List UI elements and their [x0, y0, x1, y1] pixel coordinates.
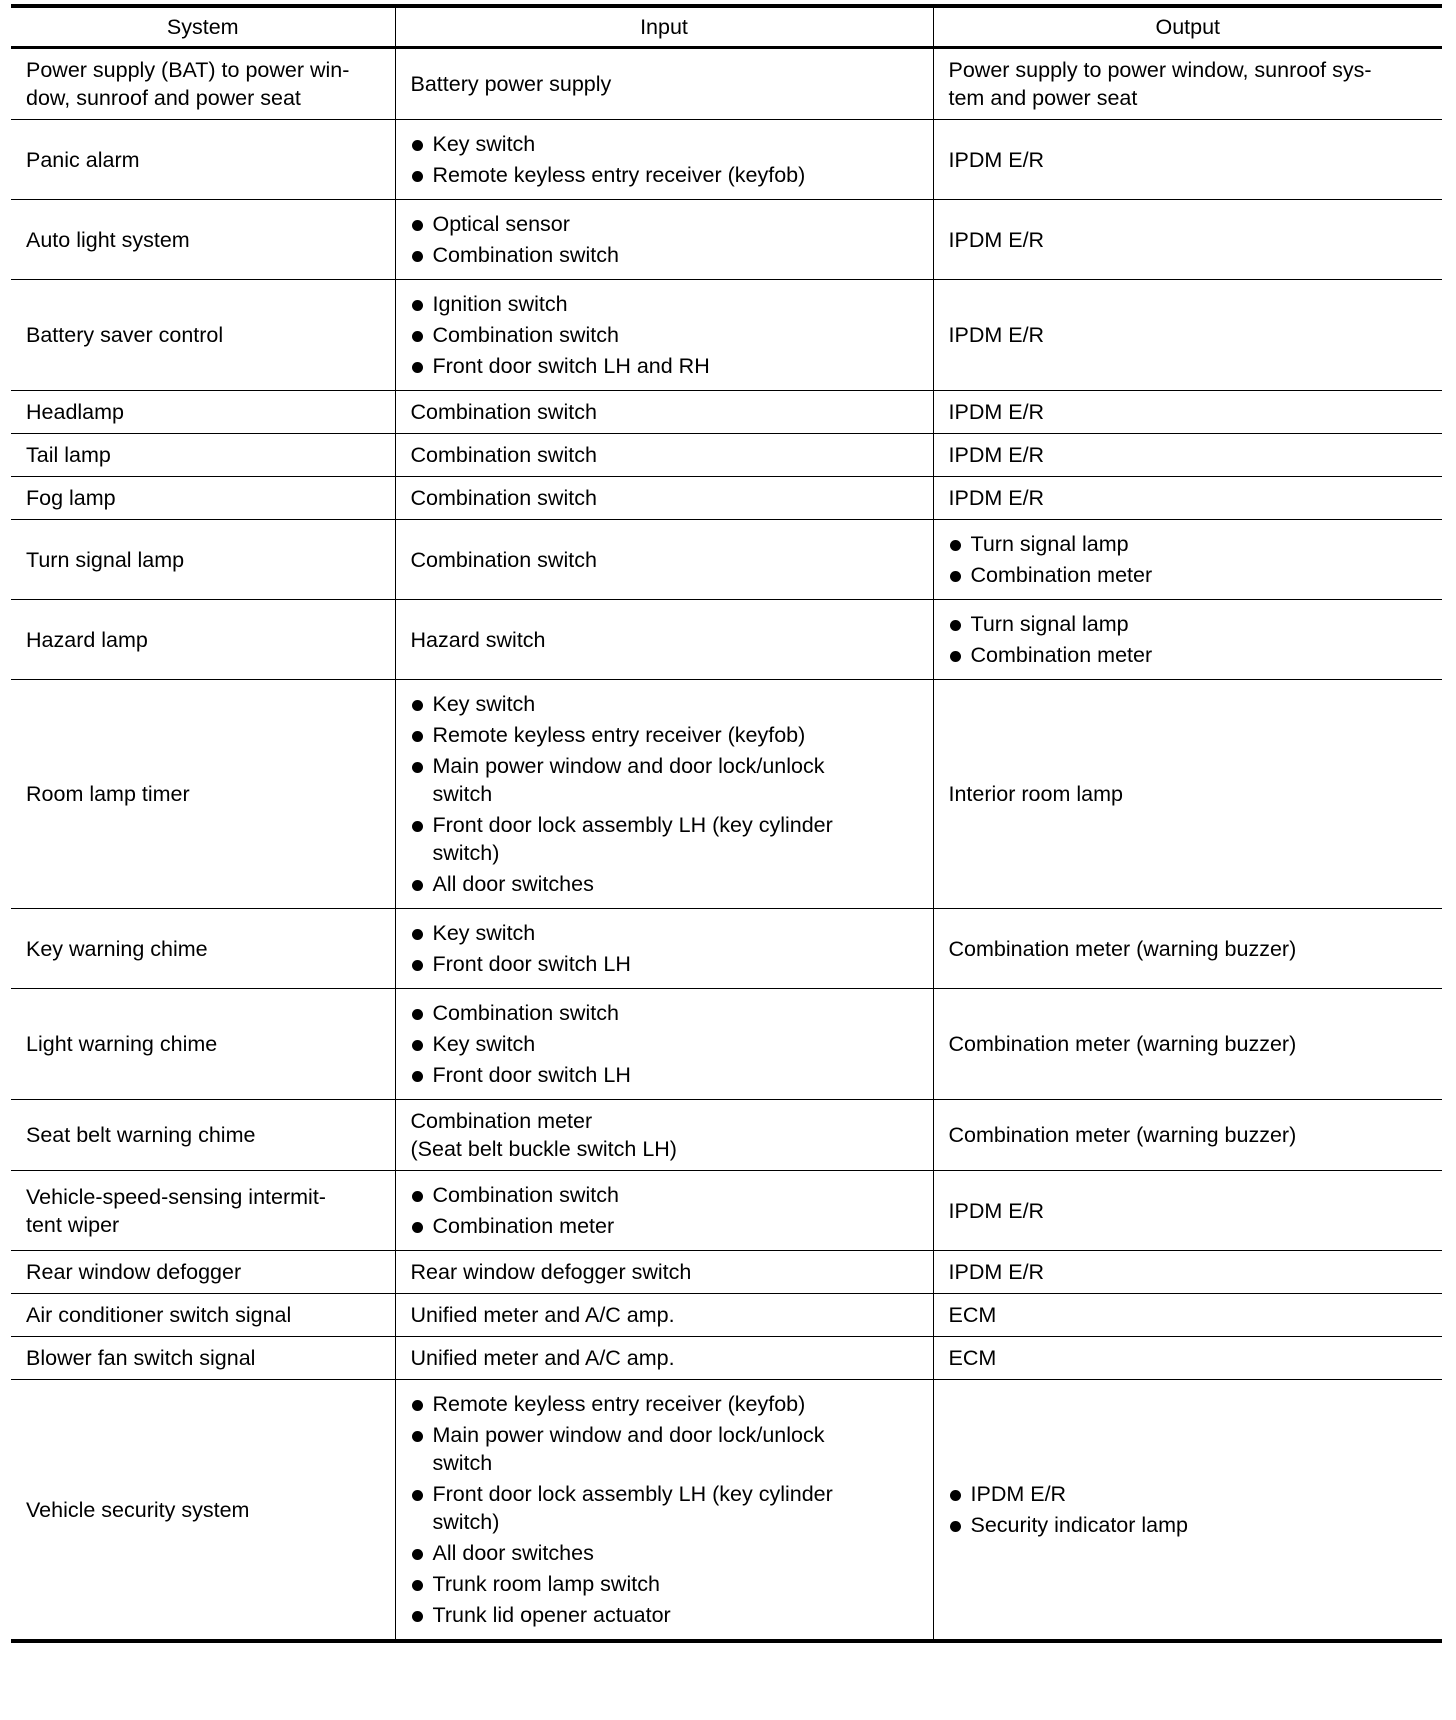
input-cell	[395, 391, 933, 434]
output-cell	[933, 200, 1442, 280]
output-cell	[933, 520, 1442, 600]
cell-text: IPDM E/R	[948, 323, 1045, 347]
cell-text: IPDM E/R	[948, 1260, 1045, 1284]
cell-text: Combination switch	[410, 547, 597, 572]
bullet-list	[411, 690, 919, 898]
bullet-item: Combination meter	[411, 1212, 919, 1240]
system-cell	[11, 120, 395, 200]
system-cell	[11, 1380, 395, 1642]
output-cell	[933, 989, 1442, 1100]
input-cell	[395, 477, 933, 520]
output-cell	[933, 1294, 1442, 1337]
bullet-item: Combination switch	[411, 321, 919, 349]
cell-text: IPDM E/R	[948, 227, 1045, 252]
system-cell	[11, 477, 395, 520]
output-cell	[933, 1171, 1442, 1251]
cell-text: Combination switch	[410, 486, 597, 510]
bullet-item: Combination switch	[411, 999, 919, 1027]
bullet-item: Remote keyless entry receiver (keyfob)	[411, 161, 919, 189]
input-cell	[395, 600, 933, 680]
output-cell	[933, 1251, 1442, 1294]
table-header	[11, 6, 1442, 48]
table-row	[11, 391, 1442, 434]
input-cell	[395, 1100, 933, 1171]
header-system: System	[11, 6, 395, 48]
bullet-item: Combination switch	[411, 241, 919, 269]
input-cell	[395, 680, 933, 909]
input-cell	[395, 909, 933, 989]
system-cell	[11, 1337, 395, 1380]
input-cell	[395, 1337, 933, 1380]
cell-text: ECM	[948, 1303, 997, 1327]
cell-text: Tail lamp	[26, 443, 111, 467]
system-cell	[11, 434, 395, 477]
table-row	[11, 120, 1442, 200]
bullet-list	[949, 610, 1429, 669]
bullet-item: All door switches	[411, 1539, 919, 1567]
bullet-list	[411, 999, 919, 1089]
input-cell	[395, 1380, 933, 1642]
output-cell	[933, 1100, 1442, 1171]
table-row	[11, 989, 1442, 1100]
output-cell	[933, 680, 1442, 909]
cell-text: Hazard lamp	[26, 627, 148, 652]
bullet-item: IPDM E/R	[949, 1480, 1429, 1508]
bullet-item: Combination meter	[949, 561, 1429, 589]
bullet-list	[411, 210, 919, 269]
cell-text: Unified meter and A/C amp.	[410, 1346, 675, 1370]
cell-text: Light warning chime	[26, 1032, 218, 1056]
system-cell	[11, 680, 395, 909]
system-io-table	[11, 4, 1442, 1643]
system-cell	[11, 391, 395, 434]
output-cell	[933, 1380, 1442, 1642]
cell-text: Key warning chime	[26, 936, 208, 961]
output-cell	[933, 909, 1442, 989]
bullet-item: Front door switch LH	[411, 1061, 919, 1089]
table-row	[11, 1171, 1442, 1251]
input-cell	[395, 200, 933, 280]
cell-text: Blower fan switch signal	[26, 1346, 256, 1370]
system-cell	[11, 520, 395, 600]
header-row	[11, 6, 1442, 48]
cell-text: Battery saver control	[26, 323, 224, 347]
table-row	[11, 909, 1442, 989]
system-cell	[11, 1251, 395, 1294]
header-output: Output	[933, 6, 1442, 48]
cell-text: Room lamp timer	[26, 782, 190, 806]
system-cell	[11, 989, 395, 1100]
table-row	[11, 280, 1442, 391]
bullet-item: Front door lock assembly LH (key cylinder switch)	[411, 811, 919, 867]
bullet-item: All door switches	[411, 870, 919, 898]
bullet-item: Trunk lid opener actuator	[411, 1601, 919, 1629]
cell-text: Auto light system	[26, 227, 190, 252]
bullet-list	[949, 1480, 1429, 1539]
cell-text: Hazard switch	[410, 627, 546, 652]
input-cell	[395, 989, 933, 1100]
bullet-item: Front door lock assembly LH (key cylinder switch)	[411, 1480, 919, 1536]
table-body	[11, 48, 1442, 1642]
system-cell	[11, 1294, 395, 1337]
system-cell	[11, 200, 395, 280]
table-row	[11, 48, 1442, 120]
output-cell	[933, 48, 1442, 120]
bullet-item: Key switch	[411, 919, 919, 947]
output-cell	[933, 600, 1442, 680]
table-row	[11, 680, 1442, 909]
cell-text: IPDM E/R	[948, 1198, 1045, 1223]
output-cell	[933, 120, 1442, 200]
table-row	[11, 1100, 1442, 1171]
input-cell	[395, 1171, 933, 1251]
system-cell	[11, 48, 395, 120]
cell-text: Power supply (BAT) to power win- dow, sunroof and power seat	[26, 58, 350, 110]
cell-text: Combination meter (warning buzzer)	[948, 1123, 1297, 1147]
input-cell	[395, 120, 933, 200]
table-row	[11, 477, 1442, 520]
cell-text: Turn signal lamp	[26, 547, 185, 572]
system-cell	[11, 1100, 395, 1171]
system-cell	[11, 600, 395, 680]
output-cell	[933, 434, 1442, 477]
input-cell	[395, 520, 933, 600]
table-row	[11, 520, 1442, 600]
bullet-list	[411, 919, 919, 978]
cell-text: Combination meter (warning buzzer)	[948, 936, 1297, 961]
cell-text: Combination meter (warning buzzer)	[948, 1032, 1297, 1056]
bullet-item: Main power window and door lock/unlock switch	[411, 752, 919, 808]
input-cell	[395, 1251, 933, 1294]
cell-text: Headlamp	[26, 400, 124, 424]
output-cell	[933, 477, 1442, 520]
cell-text: Vehicle security system	[26, 1497, 250, 1522]
table-row	[11, 434, 1442, 477]
cell-text: IPDM E/R	[948, 486, 1045, 510]
bullet-item: Turn signal lamp	[949, 530, 1429, 558]
input-cell	[395, 434, 933, 477]
header-input: Input	[395, 6, 933, 48]
cell-text: IPDM E/R	[948, 443, 1045, 467]
cell-text: ECM	[948, 1346, 997, 1370]
output-cell	[933, 1337, 1442, 1380]
cell-text: IPDM E/R	[948, 400, 1045, 424]
cell-text: Power supply to power window, sunroof sys- tem and power seat	[948, 58, 1372, 110]
bullet-list	[411, 290, 919, 380]
input-cell	[395, 48, 933, 120]
table-row	[11, 1337, 1442, 1380]
bullet-item: Remote keyless entry receiver (keyfob)	[411, 721, 919, 749]
bullet-item: Key switch	[411, 1030, 919, 1058]
bullet-item: Remote keyless entry receiver (keyfob)	[411, 1390, 919, 1418]
input-cell	[395, 280, 933, 391]
cell-text: Combination switch	[410, 443, 597, 467]
bullet-item: Optical sensor	[411, 210, 919, 238]
bullet-item: Trunk room lamp switch	[411, 1570, 919, 1598]
bullet-item: Combination switch	[411, 1181, 919, 1209]
bullet-list	[949, 530, 1429, 589]
input-cell	[395, 1294, 933, 1337]
cell-text: Battery power supply	[410, 72, 612, 96]
table-row	[11, 200, 1442, 280]
system-cell	[11, 909, 395, 989]
bullet-item: Key switch	[411, 690, 919, 718]
cell-text: Rear window defogger	[26, 1260, 242, 1284]
cell-text: Seat belt warning chime	[26, 1123, 256, 1147]
cell-text: Panic alarm	[26, 147, 140, 172]
table-row	[11, 1294, 1442, 1337]
cell-text: Interior room lamp	[948, 782, 1123, 806]
output-cell	[933, 391, 1442, 434]
table-row	[11, 1380, 1442, 1642]
system-cell	[11, 280, 395, 391]
cell-text: Unified meter and A/C amp.	[410, 1303, 675, 1327]
bullet-list	[411, 1390, 919, 1629]
bullet-item: Key switch	[411, 130, 919, 158]
bullet-item: Front door switch LH	[411, 950, 919, 978]
bullet-item: Turn signal lamp	[949, 610, 1429, 638]
cell-text: Air conditioner switch signal	[26, 1303, 292, 1327]
cell-text: Vehicle-speed-sensing intermit- tent wiper	[26, 1184, 326, 1237]
cell-text: Rear window defogger switch	[410, 1260, 692, 1284]
table-row	[11, 1251, 1442, 1294]
cell-text: Combination switch	[410, 400, 597, 424]
system-cell	[11, 1171, 395, 1251]
bullet-list	[411, 130, 919, 189]
cell-text: Fog lamp	[26, 486, 116, 510]
bullet-item: Security indicator lamp	[949, 1511, 1429, 1539]
bullet-list	[411, 1181, 919, 1240]
cell-text: IPDM E/R	[948, 147, 1045, 172]
bullet-item: Front door switch LH and RH	[411, 352, 919, 380]
bullet-item: Main power window and door lock/unlock switch	[411, 1421, 919, 1477]
output-cell	[933, 280, 1442, 391]
cell-text: Combination meter (Seat belt buckle switch LH)	[410, 1109, 677, 1161]
bullet-item: Ignition switch	[411, 290, 919, 318]
table-row	[11, 600, 1442, 680]
bullet-item: Combination meter	[949, 641, 1429, 669]
